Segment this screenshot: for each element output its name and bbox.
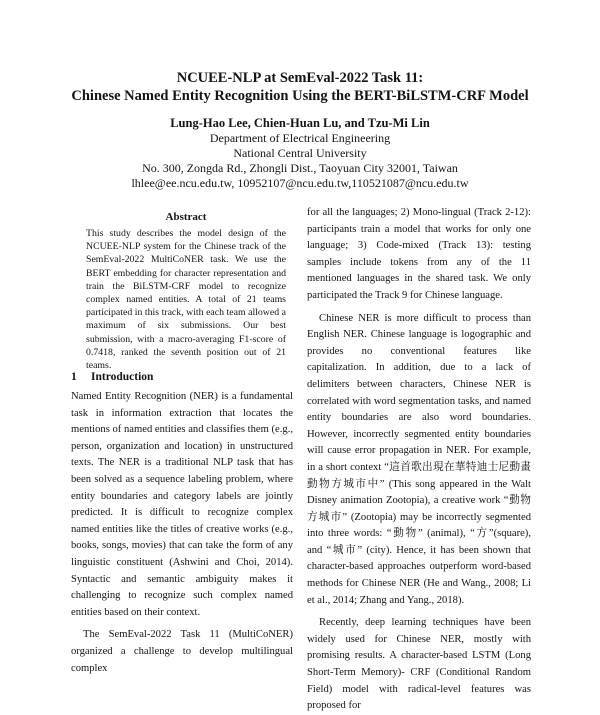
right-column-text (307, 205, 531, 715)
author-emails: lhlee@ee.ncu.edu.tw, 10952107@ncu.edu.tw,110521087@ncu.edu.tw (131, 176, 469, 190)
abstract-heading: Abstract (165, 211, 207, 223)
affiliation-address: No. 300, Zongda Rd., Zhongli Dist., Taoyuan City 32001, Taiwan (142, 161, 458, 175)
abstract-text: This study describes the model design of the NCUEE-NLP system for the Chinese track of the SemEval-2022 MultiCoNER task. We use the BERT embedding for character representation and train the BiLSTM-CRF model to recognize complex named entities. A total of 21 teams participated in this track, with each team allowed a maximum of six submissions. Our best submission, with a macro-averaging F1-score of 0.7418, ranked the seventh position out of 21 teams. (86, 228, 286, 372)
intro-paragraph-1: Named Entity Recognition (NER) is a fundamental task in information extraction that locates the mentions of named entities and classifies them (e.g., person, organization and location) in unstructured texts. The NER is a traditional NLP task that has been solved as a sequence labeling problem, where entity boundaries and category labels are jointly predicted. It is difficult to recognize complex named entities like the titles of creative works (e.g., books, songs, movies) that can take the form of any linguistic constituent (Ashwini and Choi, 2014). Syntactic and semantic ambiguity makes it challenging to recognize such complex named entities based on their context. (71, 391, 293, 618)
paper-title-line2: Chinese Named Entity Recognition Using the BERT-BiLSTM-CRF Model (71, 88, 529, 104)
paper-title-line1: NCUEE-NLP at SemEval-2022 Task 11: (176, 70, 424, 86)
affiliation-department: Department of Electrical Engineering (209, 131, 391, 145)
paper-authors: Lung-Hao Lee, Chien-Huan Lu, and Tzu-Mi Lin (170, 116, 430, 130)
section-heading-introduction (71, 370, 153, 384)
intro-paragraph-2: The SemEval-2022 Task 11 (MultiCoNER) organized a challenge to develop multilingual complex (71, 629, 293, 674)
right-paragraph-2: Chinese NER is more difficult to process than English NER. Chinese language is logographic and provides no conventional features like capitalization. In addition, due to a lack of delimiters between characters, Chinese NER is correlated with word segmentation tasks, and named entity boundaries are also word boundaries. However, incorrectly segmented entity boundaries will cause error propagation in NER. For example, in a short context “這首歌出現在華特迪士尼動畫動物方城市中” (This song appeared in the Walt Disney animation Zootopia), a creative work “動物方城市” (Zootopia) may be incorrectly segmented into three words: “動物” (animal), “方”(square), and “城市” (city). Hence, it has been shown that character-based approaches outperform word-based methods for Chinese NER (He and Wang., 2008; Li et al., 2014; Zhang and Yang., 2018). (307, 312, 531, 606)
affiliation-university: National Central University (233, 146, 367, 160)
left-column-text (71, 389, 293, 677)
section-number: 1 (71, 371, 77, 383)
right-paragraph-1: for all the languages; 2) Mono-lingual (Track 2-12): participants train a model that works for only one language; 3) Code-mixed (Track 13): testing samples include tokens from any of the 11 mentioned languages in the shared task. We only participated the Track 9 for Chinese language. (307, 207, 531, 301)
right-paragraph-3: Recently, deep learning techniques have been widely used for Chinese NER, mostly with promising results. A character-based LSTM (Long Short-Term Memory)- CRF (Conditional Random Field) model with radical-level features was proposed for (307, 617, 531, 712)
section-title: Introduction (91, 371, 154, 383)
